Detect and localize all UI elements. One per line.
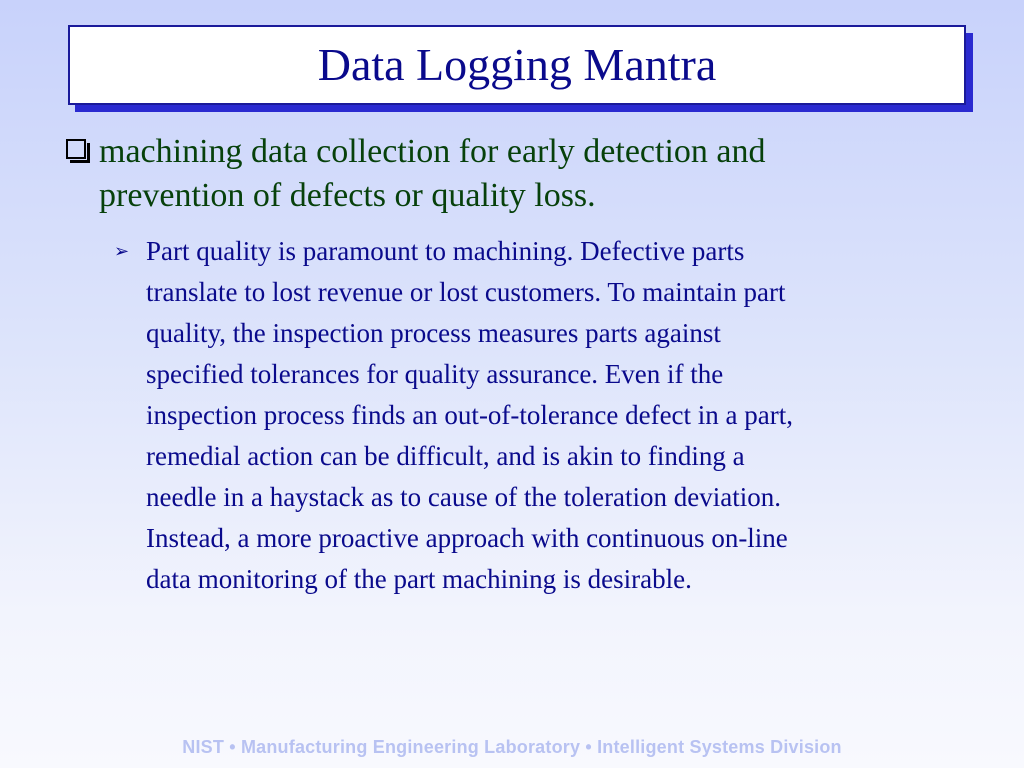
main-bullet-line-2: prevention of defects or quality loss. <box>99 177 596 214</box>
sub-bullet-line: Instead, a more proactive approach with continuous on-line <box>146 523 788 553</box>
title-box <box>68 25 966 105</box>
sub-bullet-line: remedial action can be difficult, and is akin to finding a <box>146 441 745 471</box>
arrowhead-icon: ➢ <box>114 241 130 262</box>
sub-bullet-line: specified tolerances for quality assurance. Even if the <box>146 359 724 389</box>
sub-bullet-line: inspection process finds an out-of-tolerance defect in a part, <box>146 400 793 430</box>
sub-bullet-text <box>146 231 964 600</box>
checkbox-icon <box>65 137 89 161</box>
main-bullet-text <box>99 130 945 218</box>
main-bullet-line-1: machining data collection for early detection and <box>99 133 766 170</box>
slide-title: Data Logging Mantra <box>317 39 717 90</box>
sub-bullet-line: Part quality is paramount to machining. Defective parts <box>146 236 745 266</box>
sub-bullet-line: needle in a haystack as to cause of the toleration deviation. <box>146 482 782 512</box>
sub-bullet-line: quality, the inspection process measures parts against <box>146 318 721 348</box>
sub-bullet-line: data monitoring of the part machining is desirable. <box>146 564 692 594</box>
main-bullet <box>65 130 945 218</box>
sub-bullet <box>114 231 964 600</box>
slide-footer: NIST • Manufacturing Engineering Laboratory • Intelligent Systems Division <box>182 737 842 757</box>
sub-bullet-line: translate to lost revenue or lost customers. To maintain part <box>146 277 786 307</box>
